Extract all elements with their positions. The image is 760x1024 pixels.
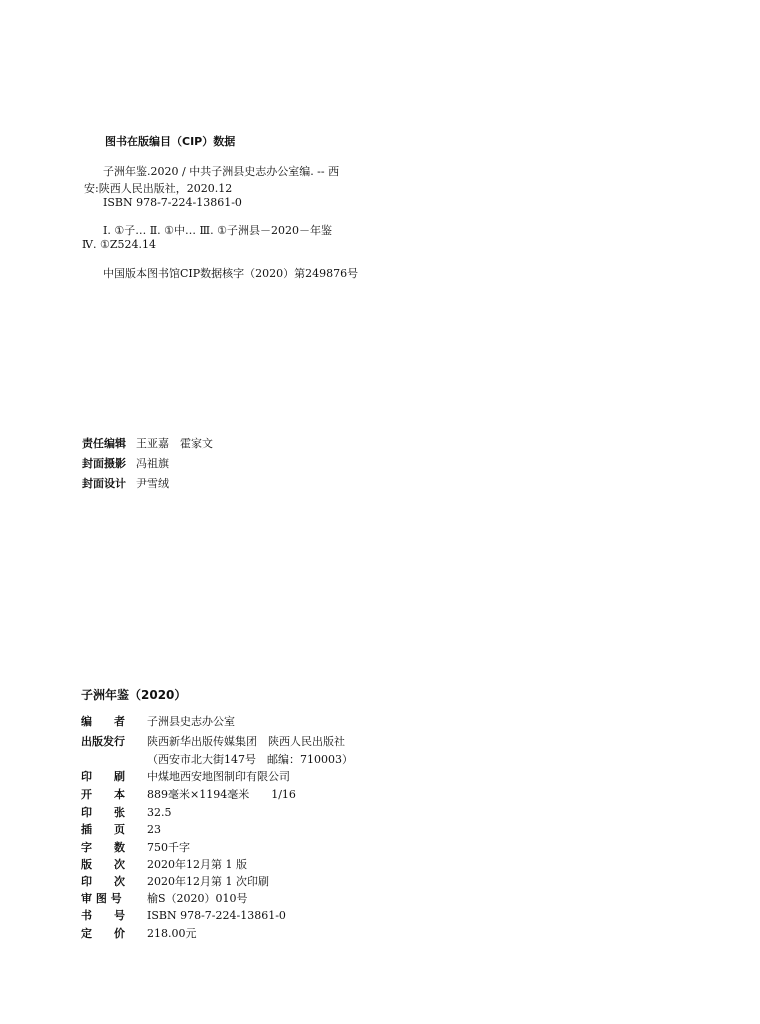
cip-heading: 图书在版编目（CIP）数据 bbox=[105, 135, 236, 148]
credit-role: 封面摄影 bbox=[82, 457, 126, 470]
info-row-map-approval bbox=[81, 890, 248, 906]
info-row-word-count bbox=[81, 839, 190, 855]
info-label: 印 刷 bbox=[81, 770, 125, 783]
credit-role: 责任编辑 bbox=[82, 437, 126, 450]
info-label: 印 次 bbox=[81, 875, 125, 888]
info-value: 榆S（2020）010号 bbox=[147, 892, 248, 905]
info-label: 审 图 号 bbox=[81, 892, 122, 905]
info-value: 子洲县史志办公室 bbox=[147, 715, 235, 728]
info-label: 定 价 bbox=[81, 927, 125, 940]
info-value: 2020年12月第 1 版 bbox=[147, 858, 247, 871]
info-value: 中煤地西安地图制印有限公司 bbox=[147, 770, 290, 783]
cip-classification-2: Ⅳ. ①Z524.14 bbox=[82, 238, 156, 251]
cip-line-1: 子洲年鉴.2020 / 中共子洲县史志办公室编. -- 西 bbox=[103, 165, 340, 178]
info-value: 2020年12月第 1 次印刷 bbox=[147, 875, 269, 888]
credit-names: 冯祖旗 bbox=[136, 457, 169, 470]
info-value: 750千字 bbox=[147, 841, 190, 854]
info-value: 218.00元 bbox=[147, 927, 197, 940]
info-value: 32.5 bbox=[147, 806, 172, 819]
info-row-address bbox=[81, 751, 353, 767]
info-row-compiler bbox=[81, 713, 235, 729]
info-label: 书 号 bbox=[81, 909, 125, 922]
credit-names: 尹雪绒 bbox=[136, 477, 169, 490]
credit-row-cover-design bbox=[82, 475, 169, 491]
info-row-printing bbox=[81, 873, 269, 889]
credit-row-editor bbox=[82, 435, 213, 451]
info-value: 889毫米×1194毫米 1/16 bbox=[147, 788, 296, 801]
info-label: 印 张 bbox=[81, 806, 125, 819]
info-row-inserts bbox=[81, 821, 161, 837]
info-label: 开 本 bbox=[81, 788, 125, 801]
info-label: 编 者 bbox=[81, 715, 125, 728]
info-row-isbn bbox=[81, 907, 286, 923]
info-label: 出版发行 bbox=[81, 735, 125, 748]
credit-names: 王亚嘉 霍家文 bbox=[136, 437, 213, 450]
cip-isbn: ISBN 978-7-224-13861-0 bbox=[103, 196, 242, 209]
credit-role: 封面设计 bbox=[82, 477, 126, 490]
credit-row-cover-photo bbox=[82, 455, 169, 471]
cip-record-number: 中国版本图书馆CIP数据核字（2020）第249876号 bbox=[103, 267, 359, 280]
book-title: 子洲年鉴（2020） bbox=[81, 688, 187, 702]
info-row-edition bbox=[81, 856, 247, 872]
info-value: （西安市北大街147号 邮编：710003） bbox=[147, 753, 353, 766]
info-row-publisher bbox=[81, 733, 345, 749]
info-label: 字 数 bbox=[81, 841, 125, 854]
cip-line-2: 安:陕西人民出版社，2020.12 bbox=[84, 182, 233, 195]
cip-classification-1: Ⅰ. ①子… Ⅱ. ①中… Ⅲ. ①子洲县－2020－年鉴 bbox=[103, 224, 332, 237]
info-value: 陕西新华出版传媒集团 陕西人民出版社 bbox=[147, 735, 345, 748]
info-label: 插 页 bbox=[81, 823, 125, 836]
info-row-price bbox=[81, 925, 197, 941]
info-value: 23 bbox=[147, 823, 161, 836]
info-label: 版 次 bbox=[81, 858, 125, 871]
info-row-format bbox=[81, 786, 296, 802]
info-row-sheets bbox=[81, 804, 172, 820]
info-row-printer bbox=[81, 768, 290, 784]
info-value: ISBN 978-7-224-13861-0 bbox=[147, 909, 286, 922]
